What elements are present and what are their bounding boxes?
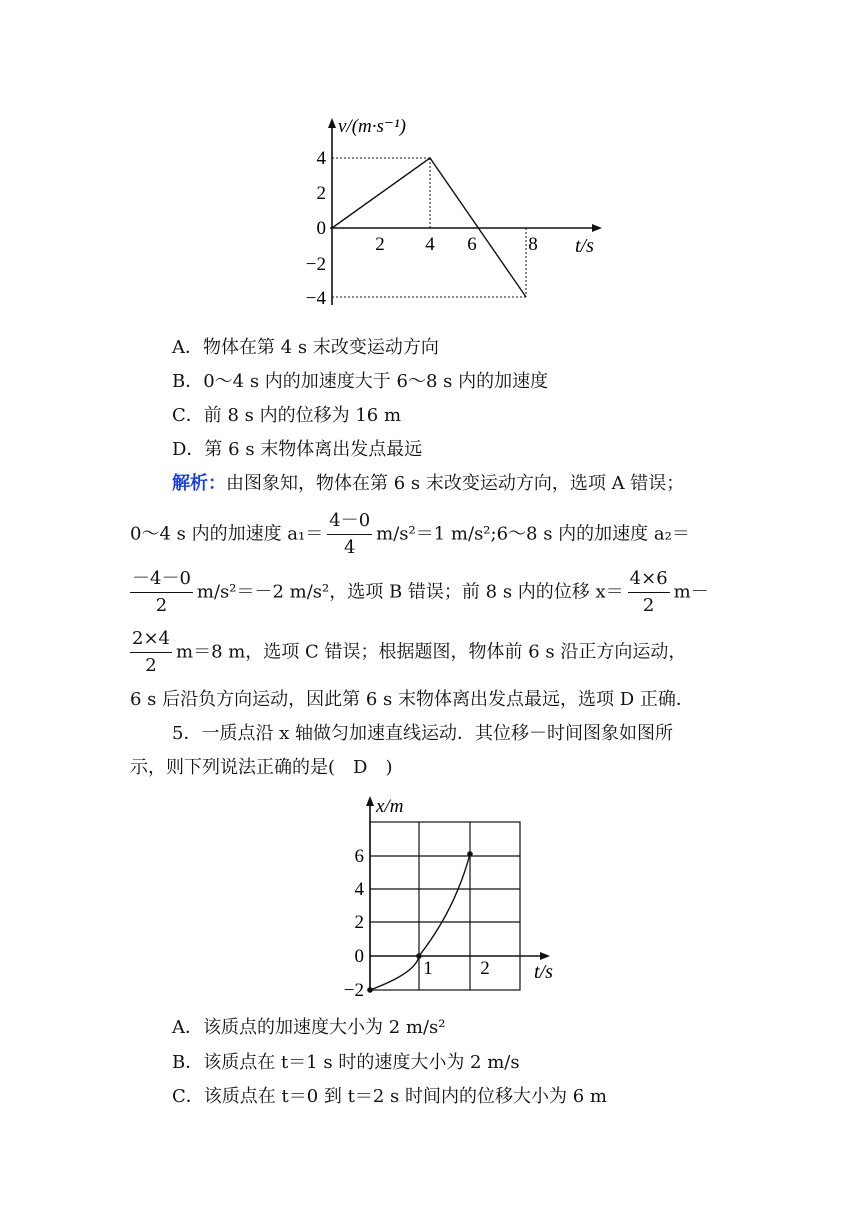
q4-option-c: C．前 8 s 内的位移为 16 m: [172, 405, 402, 426]
fraction-x2-numerator: 2×4: [130, 626, 172, 653]
graph1-ytick-minus4: −4: [305, 288, 326, 309]
graph2-point-t1: [416, 953, 422, 959]
graph1-ytick-4: 4: [316, 148, 326, 169]
analysis-line-4: [130, 626, 686, 679]
graph1-ytick-2: 2: [316, 183, 326, 204]
graph2-xlabel: t/s: [534, 961, 553, 983]
graph1-t-axis-arrow: [592, 224, 602, 232]
graph1-v-axis-arrow: [328, 118, 336, 128]
q5-option-a: A．该质点的加速度大小为 2 m/s²: [172, 1017, 446, 1038]
analysis-text-1: 由图象知，物体在第 6 s 末改变运动方向，选项 A 错误；: [226, 473, 685, 494]
q4-option-a: A．物体在第 4 s 末改变运动方向: [172, 337, 439, 358]
analysis-text-4: m＝8 m，选项 C 错误；根据题图，物体前 6 s 沿正方向运动，: [176, 641, 687, 663]
fraction-a1: [327, 508, 372, 561]
q5-option-b: B．该质点在 t＝1 s 时的速度大小为 2 m/s: [172, 1052, 520, 1073]
graph2-x-axis-arrow: [366, 796, 374, 806]
graph1-ylabel: v/(m·s⁻¹): [338, 116, 406, 137]
graph2-ytick-4: 4: [354, 879, 364, 900]
graph1-xtick-2: 2: [375, 234, 385, 255]
analysis-text-2b: m/s²＝1 m/s²;6～8 s 内的加速度 a₂＝: [376, 523, 690, 545]
analysis-line-3: [130, 566, 709, 619]
fraction-a1-denominator: 4: [343, 537, 356, 558]
fraction-x2: [130, 626, 172, 679]
q4-option-d: D．第 6 s 末物体离出发点最远: [172, 439, 423, 460]
analysis-text-3a: m/s²＝－2 m/s²，选项 B 错误；前 8 s 内的位移 x＝: [196, 581, 624, 603]
graph1-xtick-6: 6: [467, 234, 477, 255]
velocity-time-graph: [290, 110, 620, 320]
graph1-xlabel: t/s: [575, 235, 594, 257]
q5-option-c: C．该质点在 t＝0 到 t＝2 s 时间内的位移大小为 6 m: [172, 1086, 607, 1107]
graph2-ylabel: x/m: [376, 796, 404, 817]
graph1-xtick-8: 8: [528, 234, 538, 255]
analysis-label: 解析：: [172, 473, 226, 494]
fraction-x2-denominator: 2: [145, 655, 157, 676]
q5-stem-line-1: 5．一质点沿 x 轴做匀加速直线运动．其位移－时间图象如图所: [172, 723, 674, 744]
q4-option-b: B．0～4 s 内的加速度大于 6～8 s 内的加速度: [172, 371, 549, 392]
fraction-a2: [130, 566, 193, 619]
fraction-a2-numerator: －4－0: [130, 566, 193, 593]
graph1-xtick-4: 4: [425, 234, 435, 255]
fraction-a1-numerator: 4－0: [327, 508, 372, 535]
q5-stem-line-2: 示，则下列说法正确的是( D ): [130, 757, 393, 778]
graph1-ytick-0: 0: [316, 218, 326, 239]
graph2-xtick-1: 1: [423, 958, 433, 979]
analysis-line-1: [172, 472, 684, 496]
analysis-line-2: [130, 508, 690, 561]
graph2-xtick-2: 2: [480, 958, 490, 979]
analysis-line-5: 6 s 后沿负方向运动，因此第 6 s 末物体离出发点最远，选项 D 正确．: [130, 689, 694, 710]
graph2-t-axis-arrow: [540, 952, 550, 960]
graph2-grid: [370, 822, 520, 990]
position-time-graph: [330, 790, 570, 1005]
analysis-text-2a: 0～4 s 内的加速度 a₁＝: [130, 523, 324, 545]
graph2-point-t2: [467, 851, 473, 857]
fraction-x1-denominator: 2: [642, 595, 655, 616]
fraction-a2-denominator: 2: [155, 595, 168, 616]
graph2-ytick-minus2: −2: [343, 980, 364, 1001]
graph2-ytick-2: 2: [354, 912, 364, 933]
graph2-point-start: [367, 987, 373, 993]
graph2-ytick-0: 0: [354, 946, 364, 967]
graph1-ytick-minus2: −2: [305, 254, 326, 275]
analysis-text-3b: m－: [673, 581, 709, 603]
graph2-ytick-6: 6: [354, 846, 364, 867]
fraction-x1-numerator: 4×6: [628, 566, 670, 593]
fraction-x1: [628, 566, 670, 619]
